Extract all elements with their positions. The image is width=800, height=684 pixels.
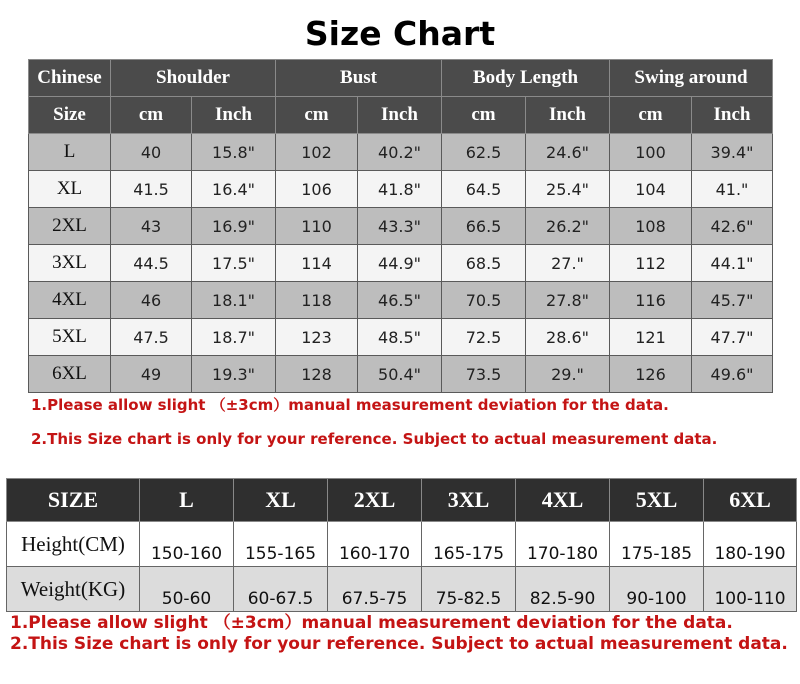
value-cell: 44.9": [358, 245, 442, 282]
header-size: Size: [29, 97, 111, 134]
table-row: [29, 356, 773, 393]
size-column-header: L: [140, 479, 234, 522]
weight-value: 60-67.5: [234, 567, 328, 612]
header-bust: Bust: [276, 60, 442, 97]
header-swing-around: Swing around: [610, 60, 773, 97]
table-row: [29, 208, 773, 245]
height-value: 150-160: [140, 522, 234, 567]
value-cell: 46.5": [358, 282, 442, 319]
value-cell: 70.5: [442, 282, 526, 319]
value-cell: 27.": [526, 245, 610, 282]
size-cell: XL: [29, 171, 111, 208]
header-chinese: Chinese: [29, 60, 111, 97]
weight-value: 82.5-90: [516, 567, 610, 612]
value-cell: 100: [610, 134, 692, 171]
value-cell: 39.4": [692, 134, 773, 171]
value-cell: 18.1": [192, 282, 276, 319]
height-weight-table: [6, 478, 797, 612]
value-cell: 18.7": [192, 319, 276, 356]
value-cell: 62.5: [442, 134, 526, 171]
value-cell: 72.5: [442, 319, 526, 356]
height-value: 160-170: [328, 522, 422, 567]
value-cell: 123: [276, 319, 358, 356]
size-cell: 3XL: [29, 245, 111, 282]
value-cell: 45.7": [692, 282, 773, 319]
weight-label: Weight(KG): [7, 567, 140, 612]
table-row: [29, 319, 773, 356]
value-cell: 48.5": [358, 319, 442, 356]
value-cell: 28.6": [526, 319, 610, 356]
unit-cell: cm: [610, 97, 692, 134]
size-column-header: XL: [234, 479, 328, 522]
weight-value: 100-110: [704, 567, 797, 612]
value-cell: 102: [276, 134, 358, 171]
table2-header-row: [7, 479, 797, 522]
value-cell: 42.6": [692, 208, 773, 245]
weight-value: 50-60: [140, 567, 234, 612]
value-cell: 118: [276, 282, 358, 319]
value-cell: 46: [111, 282, 192, 319]
size-cell: 2XL: [29, 208, 111, 245]
value-cell: 66.5: [442, 208, 526, 245]
height-value: 175-185: [610, 522, 704, 567]
value-cell: 68.5: [442, 245, 526, 282]
value-cell: 43.3": [358, 208, 442, 245]
weight-value: 90-100: [610, 567, 704, 612]
unit-cell: cm: [276, 97, 358, 134]
size-cell: 5XL: [29, 319, 111, 356]
value-cell: 40.2": [358, 134, 442, 171]
height-value: 155-165: [234, 522, 328, 567]
value-cell: 24.6": [526, 134, 610, 171]
value-cell: 49: [111, 356, 192, 393]
size-column-header: 5XL: [610, 479, 704, 522]
unit-cell: Inch: [692, 97, 773, 134]
value-cell: 40: [111, 134, 192, 171]
value-cell: 25.4": [526, 171, 610, 208]
value-cell: 64.5: [442, 171, 526, 208]
note-deviation: 1.Please allow slight （±3cm）manual measurement deviation for the data.: [31, 396, 669, 414]
value-cell: 47.7": [692, 319, 773, 356]
value-cell: 29.": [526, 356, 610, 393]
size-cell: 6XL: [29, 356, 111, 393]
value-cell: 114: [276, 245, 358, 282]
value-cell: 15.8": [192, 134, 276, 171]
table-row: [29, 245, 773, 282]
value-cell: 50.4": [358, 356, 442, 393]
value-cell: 110: [276, 208, 358, 245]
value-cell: 128: [276, 356, 358, 393]
value-cell: 112: [610, 245, 692, 282]
value-cell: 16.4": [192, 171, 276, 208]
value-cell: 43: [111, 208, 192, 245]
value-cell: 41.5: [111, 171, 192, 208]
value-cell: 16.9": [192, 208, 276, 245]
value-cell: 73.5: [442, 356, 526, 393]
value-cell: 106: [276, 171, 358, 208]
value-cell: 49.6": [692, 356, 773, 393]
size-column-header: 6XL: [704, 479, 797, 522]
height-value: 180-190: [704, 522, 797, 567]
size-column-header: 3XL: [422, 479, 516, 522]
unit-cell: cm: [442, 97, 526, 134]
weight-value: 75-82.5: [422, 567, 516, 612]
table-row: [29, 171, 773, 208]
value-cell: 41.": [692, 171, 773, 208]
value-cell: 121: [610, 319, 692, 356]
height-row: [7, 522, 797, 567]
height-value: 170-180: [516, 522, 610, 567]
value-cell: 17.5": [192, 245, 276, 282]
value-cell: 19.3": [192, 356, 276, 393]
value-cell: 104: [610, 171, 692, 208]
note-deviation-2: 1.Please allow slight （±3cm）manual measurement deviation for the data.: [10, 613, 733, 633]
note-reference: 2.This Size chart is only for your reference. Subject to actual measurement data.: [31, 430, 718, 448]
weight-row: [7, 567, 797, 612]
height-value: 165-175: [422, 522, 516, 567]
size-column-header: 2XL: [328, 479, 422, 522]
value-cell: 44.1": [692, 245, 773, 282]
value-cell: 27.8": [526, 282, 610, 319]
size-column-header: 4XL: [516, 479, 610, 522]
weight-value: 67.5-75: [328, 567, 422, 612]
unit-cell: Inch: [526, 97, 610, 134]
table-row: [29, 134, 773, 171]
unit-cell: Inch: [192, 97, 276, 134]
size-header: SIZE: [7, 479, 140, 522]
value-cell: 44.5: [111, 245, 192, 282]
table-unit-row: [29, 97, 773, 134]
table-header-row: [29, 60, 773, 97]
value-cell: 26.2": [526, 208, 610, 245]
value-cell: 116: [610, 282, 692, 319]
size-chart-table: [28, 59, 773, 393]
size-cell: 4XL: [29, 282, 111, 319]
note-reference-2: 2.This Size chart is only for your reference. Subject to actual measurement data.: [10, 634, 788, 654]
value-cell: 108: [610, 208, 692, 245]
table-row: [29, 282, 773, 319]
unit-cell: Inch: [358, 97, 442, 134]
size-cell: L: [29, 134, 111, 171]
value-cell: 47.5: [111, 319, 192, 356]
height-label: Height(CM): [7, 522, 140, 567]
page-title: Size Chart: [304, 14, 496, 53]
value-cell: 41.8": [358, 171, 442, 208]
header-shoulder: Shoulder: [111, 60, 276, 97]
value-cell: 126: [610, 356, 692, 393]
header-body-length: Body Length: [442, 60, 610, 97]
unit-cell: cm: [111, 97, 192, 134]
